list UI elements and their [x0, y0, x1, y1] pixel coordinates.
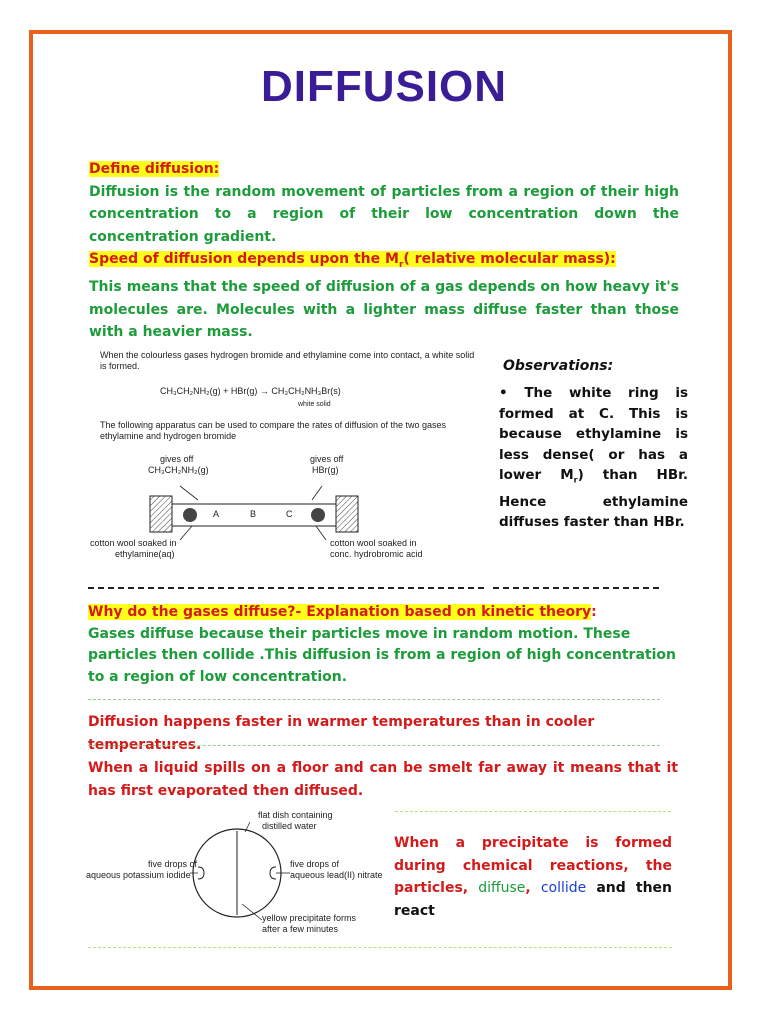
label-b: B: [250, 509, 257, 519]
separator-lime-1: [395, 811, 671, 812]
dish-left-2: aqueous potassium iodide: [86, 870, 191, 880]
reaction-equation: CH₃CH₂NH₂(g) + HBr(g) → CH₃CH₂NH₃Br(s): [160, 386, 341, 396]
gives-off-left: gives off: [160, 454, 194, 464]
cotton-wool-right: [311, 508, 325, 522]
speed-heading: Speed of diffusion depends upon the $M_r$( relative molecular mass):: [89, 251, 616, 270]
define-section: [89, 158, 679, 344]
define-text: Diffusion is the random movement of particles from a region of their high concentration to a region of their low concentration down the concentration gradient.: [89, 183, 679, 245]
apparatus-compare: The following apparatus can be used to compare the rates of diffusion of the two gases ethylamine and hydrogen bromide: [100, 420, 447, 441]
define-heading: Define diffusion:: [89, 161, 220, 177]
gas-left: CH₃CH₂NH₂(g): [148, 465, 209, 475]
warmer-text: Diffusion happens faster in warmer temperatures than in cooler temperatures.: [88, 714, 595, 753]
page-title: DIFFUSION: [260, 62, 508, 111]
cotton-right-label-2: conc. hydrobromic acid: [330, 549, 423, 559]
gas-right: HBr(g): [312, 465, 339, 475]
cotton-right-label-1: cotton wool soaked in: [330, 538, 417, 548]
label-a: A: [213, 509, 220, 519]
word-diffuse: diffuse: [478, 880, 526, 896]
precipitate-text: When a precipitate is formed during chemical reactions, the particles, diffuse, collide and then react: [394, 835, 673, 919]
dish-top-2: distilled water: [262, 821, 317, 831]
speed-text: This means that the speed of diffusion of a gas depends on how heavy it's molecules are. Molecules with a lighter mass diffuse faster than those with a heavier mass.: [89, 279, 679, 341]
dish-top-1: flat dish containing: [258, 810, 333, 820]
white-solid-label: white solid: [298, 401, 331, 408]
cotton-left-label-1: cotton wool soaked in: [90, 538, 177, 548]
left-stopper: [150, 496, 172, 532]
dish-left-1: five drops of: [148, 859, 198, 869]
dish-bottom-1: yellow precipitate forms: [262, 913, 357, 923]
apparatus-intro: When the colourless gases hydrogen bromide and ethylamine come into contact, a white solid is formed.: [100, 350, 475, 371]
petri-dish-diagram: [190, 818, 290, 928]
cotton-wool-left: [183, 508, 197, 522]
why-section: Why do the gases diffuse?- Explanation based on kinetic theory: Gases diffuse because their particles move in random motion. These particles then collide .This diffusion is from a region of high concentration to a region of low concentration.: [88, 601, 678, 688]
dish-right-2: aqueous lead(II) nitrate: [290, 870, 383, 880]
why-heading: Why do the gases diffuse?- Explanation based on kinetic theory: [88, 604, 592, 620]
word-collide: collide: [540, 880, 587, 896]
separator-green-2: [88, 745, 660, 746]
separator-right: [493, 587, 659, 589]
spill-text: When a liquid spills on a floor and can be smelt far away it means that it has first evaporated then diffused.: [88, 760, 678, 799]
dish-bottom-2: after a few minutes: [262, 924, 339, 934]
cotton-left-label-2: ethylamine(aq): [115, 549, 175, 559]
gives-off-right: gives off: [310, 454, 344, 464]
label-c: C: [286, 509, 293, 519]
separator-green-1: [88, 699, 660, 700]
separator-left: [88, 587, 484, 589]
dish-right-1: five drops of: [290, 859, 340, 869]
right-stopper: [336, 496, 358, 532]
why-text: Gases diffuse because their particles move in random motion. These particles then collide .This diffusion is from a region of high concentration to a region of low concentration.: [88, 625, 676, 685]
observations-text: • The white ring is formed at C. This is because ethylamine is less dense( or has a lower $M_r$) than HBr. Hence ethylamine diffuses faster than HBr.: [499, 385, 688, 531]
observations-title: Observations:: [503, 358, 614, 374]
separator-lime-2: [88, 947, 672, 948]
